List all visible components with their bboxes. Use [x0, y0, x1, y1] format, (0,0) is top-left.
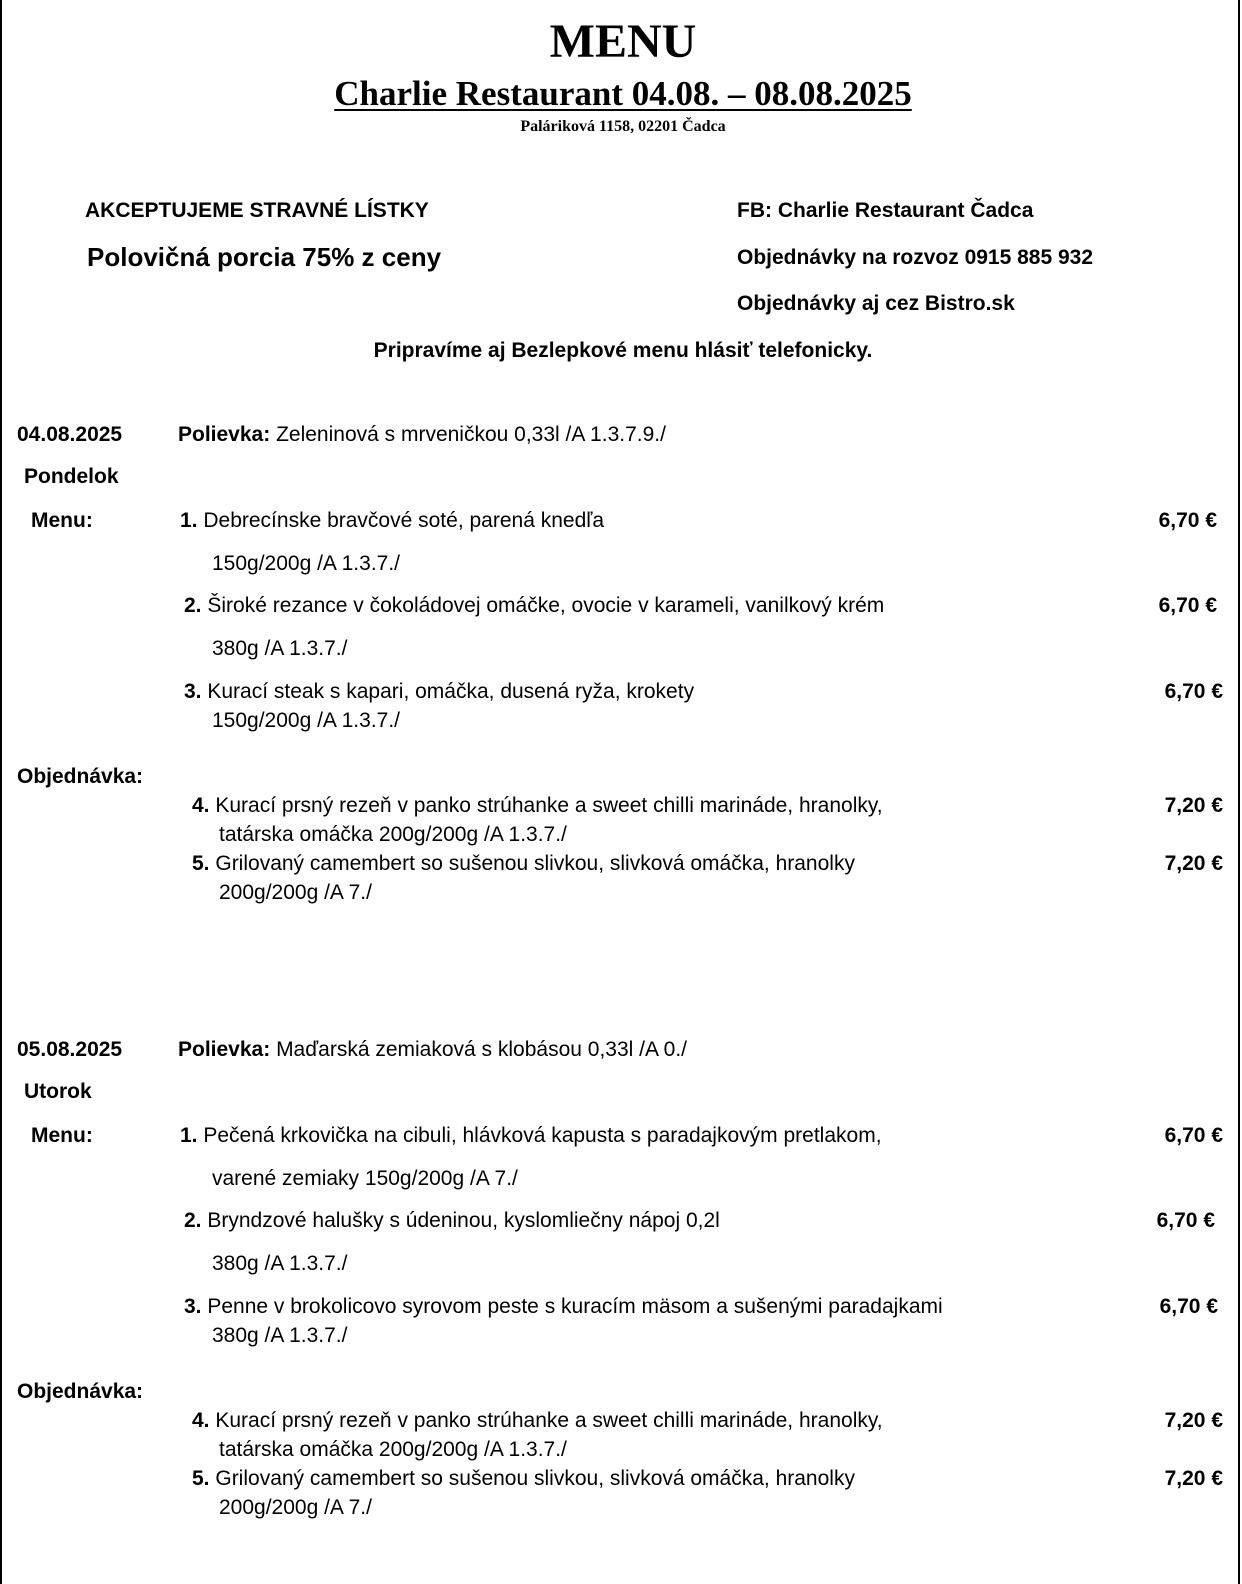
item-number: 2.	[184, 594, 202, 617]
order-item	[192, 852, 855, 876]
item-price: 6,70 €	[1164, 1124, 1223, 1147]
item-name: Grilovaný camembert so sušenou slivkou, slivková omáčka, hranolky	[215, 852, 855, 875]
item-name: Bryndzové halušky s údeninou, kyslomliečny nápoj 0,2l	[207, 1209, 720, 1232]
item-number: 4.	[192, 794, 210, 817]
menu-label: Menu:	[31, 1124, 93, 1147]
soup-line	[178, 1038, 687, 1062]
day-name: Utorok	[24, 1080, 92, 1103]
item-detail: 380g /A 1.3.7./	[212, 637, 348, 660]
item-detail: 150g/200g /A 1.3.7./	[212, 709, 400, 732]
restaurant-address: Paláriková 1158, 02201 Čadca	[520, 118, 726, 135]
item-detail: 200g/200g /A 7./	[219, 881, 372, 904]
day-date: 05.08.2025	[17, 1038, 123, 1061]
menu-item	[184, 680, 694, 704]
item-detail: tatárska omáčka 200g/200g /A 1.3.7./	[219, 823, 567, 846]
item-name: Kurací prsný rezeň v panko strúhanke a sweet chilli marináde, hranolky,	[215, 794, 883, 817]
meal-voucher-notice: AKCEPTUJEME STRAVNÉ LÍSTKY	[85, 199, 429, 222]
item-detail: 200g/200g /A 7./	[219, 1496, 372, 1519]
item-number: 1.	[180, 509, 198, 532]
soup-label: Polievka:	[178, 1038, 271, 1061]
day-date: 04.08.2025	[17, 423, 123, 446]
item-detail: 380g /A 1.3.7./	[212, 1252, 348, 1275]
item-number: 2.	[184, 1209, 202, 1232]
order-label: Objednávka:	[17, 1380, 144, 1403]
item-name: Debrecínske bravčové soté, parená knedľa	[203, 509, 605, 532]
menu-item	[180, 1124, 882, 1148]
item-price: 7,20 €	[1164, 1467, 1223, 1490]
item-number: 5.	[192, 1467, 210, 1490]
order-item	[192, 794, 883, 818]
subtitle-text: Charlie Restaurant 04.08. – 08.08.2025	[334, 74, 912, 113]
menu-item	[184, 1209, 720, 1233]
order-item	[192, 1409, 883, 1433]
day-name: Pondelok	[24, 465, 119, 488]
item-name: Kurací steak s kapari, omáčka, dusená ryža, krokety	[207, 680, 695, 703]
item-price: 6,70 €	[1164, 680, 1223, 703]
order-label: Objednávka:	[17, 765, 144, 788]
bistro-info: Objednávky aj cez Bistro.sk	[737, 292, 1015, 315]
soup-line	[178, 423, 666, 447]
item-name: Kurací prsný rezeň v panko strúhanke a sweet chilli marináde, hranolky,	[215, 1409, 883, 1432]
item-detail: tatárska omáčka 200g/200g /A 1.3.7./	[219, 1438, 567, 1461]
item-name: Penne v brokolicovo syrovom peste s kuracím mäsom a sušenými paradajkami	[207, 1295, 943, 1318]
item-number: 1.	[180, 1124, 198, 1147]
menu-title: MENU	[549, 15, 697, 68]
item-price: 6,70 €	[1156, 1209, 1215, 1232]
item-name: Pečená krkovička na cibuli, hlávková kapusta s paradajkovým pretlakom,	[203, 1124, 882, 1147]
item-number: 5.	[192, 852, 210, 875]
item-price: 6,70 €	[1159, 1295, 1218, 1318]
order-item	[192, 1467, 855, 1491]
menu-label: Menu:	[31, 509, 93, 532]
item-name: Grilovaný camembert so sušenou slivkou, slivková omáčka, hranolky	[215, 1467, 855, 1490]
restaurant-subtitle	[2, 74, 1242, 114]
item-number: 3.	[184, 1295, 202, 1318]
soup-label: Polievka:	[178, 423, 271, 446]
facebook-info: FB: Charlie Restaurant Čadca	[737, 199, 1034, 222]
item-number: 4.	[192, 1409, 210, 1432]
item-detail: varené zemiaky 150g/200g /A 7./	[212, 1167, 518, 1190]
delivery-phone: Objednávky na rozvoz 0915 885 932	[737, 246, 1094, 269]
half-portion-notice: Polovičná porcia 75% z ceny	[87, 242, 442, 272]
gluten-free-notice: Pripravíme aj Bezlepkové menu hlásiť telefonicky.	[373, 339, 873, 362]
item-price: 7,20 €	[1164, 794, 1223, 817]
menu-item	[184, 594, 884, 618]
item-detail: 380g /A 1.3.7./	[212, 1324, 348, 1347]
menu-item	[180, 509, 604, 533]
soup-text: Zeleninová s mrveničkou 0,33l /A 1.3.7.9./	[276, 423, 666, 446]
item-price: 7,20 €	[1164, 852, 1223, 875]
item-detail: 150g/200g /A 1.3.7./	[212, 552, 400, 575]
item-price: 6,70 €	[1158, 509, 1217, 532]
item-price: 7,20 €	[1164, 1409, 1223, 1432]
soup-text: Maďarská zemiaková s klobásou 0,33l /A 0./	[276, 1038, 688, 1061]
item-number: 3.	[184, 680, 202, 703]
menu-item	[184, 1295, 943, 1319]
item-price: 6,70 €	[1158, 594, 1217, 617]
item-name: Široké rezance v čokoládovej omáčke, ovocie v karameli, vanilkový krém	[207, 594, 885, 617]
